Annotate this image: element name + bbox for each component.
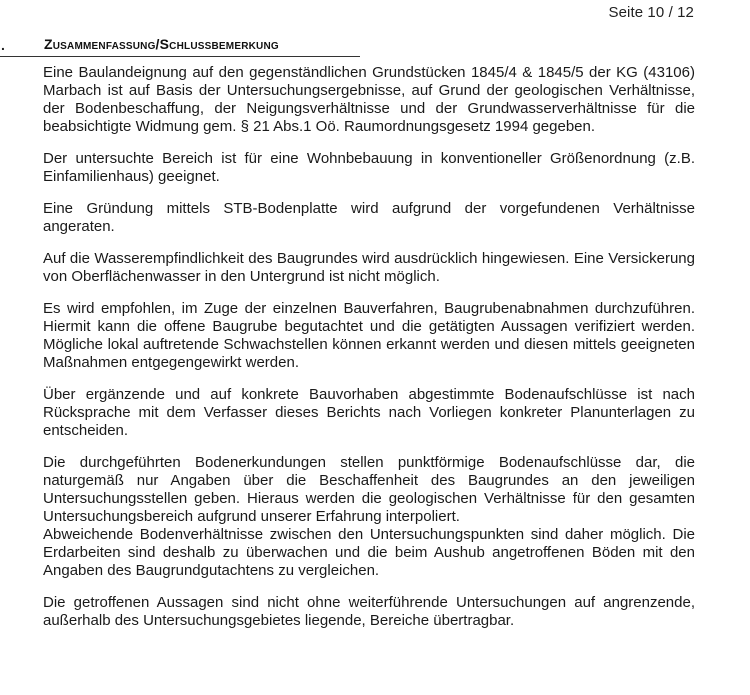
paragraph-point-investigations: Die durchgeführten Bodenerkundungen stellen punktförmige Bodenaufschlüsse dar, die naturgemäß nur Angaben über die Beschaffenheit des Baugrundes an den jeweiligen Untersuchungsstellen geben. Hieraus werden die geologischen Verhältnisse für den gesamten Untersuchungsbereich aufgrund unserer Erfahrung interpoliert. xyxy=(43,454,695,525)
paragraph-residential-suitability: Der untersuchte Bereich ist für eine Wohnbebauung in konventioneller Größenordnung (z.B. Einfamilienhaus) geeignet. xyxy=(43,150,695,185)
paragraph-transferability: Die getroffenen Aussagen sind nicht ohne weiterführende Untersuchungen auf angrenzende, außerhalb des Untersuchungsgebietes liegende, Bereiche übertragbar. xyxy=(43,594,695,629)
section-title: Zusammenfassung/Schlussbemerkung xyxy=(44,36,279,52)
paragraph-building-suitability: Eine Baulandeignung auf den gegenständlichen Grundstücken 1845/4 & 1845/5 der KG (43106) Marbach ist auf Basis der Untersuchungsergebnisse, auf Grund der geologischen Verhältnisse, der Bodenbeschaffung, der Neigungsverhältnisse und der Grundwasserverhältnisse für die beabsichtigte Widmung gem. § 21 Abs.1 Oö. Raumordnungsgesetz 1994 gegeben. xyxy=(43,64,695,135)
paragraph-deviating-conditions: Abweichende Bodenverhältnisse zwischen den Untersuchungspunkten sind daher möglich. Die Erdarbeiten sind deshalb zu überwachen und die beim Aushub angetroffenen Böden mit den Angaben des Baugrundgutachtens zu vergleichen. xyxy=(43,526,695,579)
summary-body xyxy=(43,64,695,644)
section-bullet: . xyxy=(1,37,5,53)
paragraph-excavation-inspection: Es wird empfohlen, im Zuge der einzelnen Bauverfahren, Baugrubenabnahmen durchzuführen. Hiermit kann die offene Baugrube begutachtet und die getätigten Aussagen verifiziert werden. Mögliche lokal auftretende Schwachstellen können erkannt werden und diesen mittels geeigneten Maßnahmen entgegengewirkt werden. xyxy=(43,300,695,371)
section-divider xyxy=(0,56,360,57)
paragraph-foundation-recommendation: Eine Gründung mittels STB-Bodenplatte wird aufgrund der vorgefundenen Verhältnisse angeraten. xyxy=(43,200,695,235)
paragraph-additional-investigations: Über ergänzende und auf konkrete Bauvorhaben abgestimmte Bodenaufschlüsse ist nach Rücksprache mit dem Verfasser dieses Berichts nach Vorliegen konkreter Planunterlagen zu entscheiden. xyxy=(43,386,695,439)
paragraph-water-sensitivity: Auf die Wasserempfindlichkeit des Baugrundes wird ausdrücklich hingewiesen. Eine Versickerung von Oberflächenwasser in den Untergrund ist nicht möglich. xyxy=(43,250,695,285)
page-number: Seite 10 / 12 xyxy=(608,4,694,21)
